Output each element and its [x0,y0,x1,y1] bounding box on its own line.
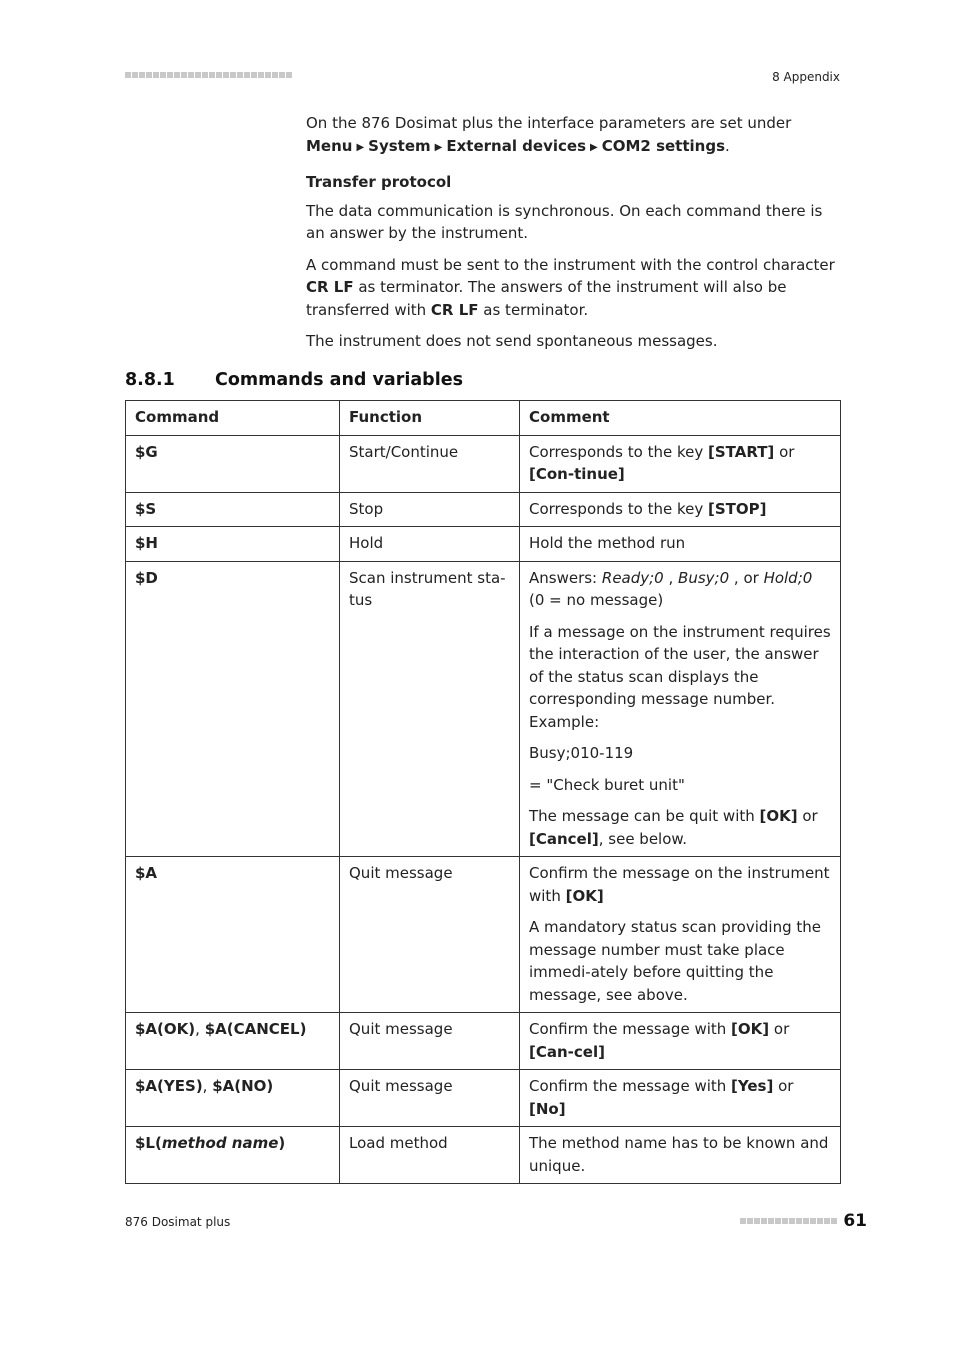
text: or [797,807,818,825]
footer-product-name: 876 Dosimat plus [125,1215,231,1229]
text: or [774,442,795,461]
key-label: [Cancel] [529,829,599,848]
intro-text: On the 876 Dosimat plus the interface parameters are set under [306,114,792,132]
answer-value: Hold;0 [763,568,813,587]
text: Confirm the message on the instrument with [529,864,830,905]
comment-cell [520,1070,841,1127]
text: , or [729,568,764,587]
menu-path-end: . [725,136,730,155]
footer-decoration-dots [740,1218,837,1224]
comment-paragraph: A mandatory status scan providing the message number must take place immedi-ately before quitting the message, see above. [529,918,821,1004]
commands-table [125,400,841,1184]
function-cell: Hold [340,527,520,562]
text: , [195,1020,205,1038]
text: , [202,1077,213,1095]
function-cell: Stop [340,492,520,527]
transfer-paragraph-3: The instrument does not send spontaneous messages. [306,332,718,350]
command-cell [126,1013,340,1070]
key-label: [Yes] [731,1077,774,1095]
key-label: [Can-cel] [529,1042,605,1061]
table-row [126,1070,841,1127]
triangle-right-icon: ▶ [356,141,365,153]
key-label: [OK] [759,807,798,825]
key-label: [OK] [731,1020,770,1038]
keyword: CR LF [306,278,354,296]
command-cell: $D [126,561,340,857]
key-label: [OK] [565,886,604,905]
comment-paragraph: Busy;010-119 [529,744,634,762]
comment-cell [520,492,841,527]
section-title-text: Commands and variables [215,370,463,390]
table-row [126,435,841,492]
text: Corresponds to the key [529,442,708,461]
menu-path-item: System [368,136,431,155]
transfer-protocol-heading: Transfer protocol [306,173,452,191]
text: or [773,1077,794,1095]
key-label: [START] [707,442,775,461]
intro-paragraph [306,112,841,160]
text: as terminator. [478,300,589,319]
answer-value: Busy;0 [678,568,730,587]
keyword: CR LF [430,300,479,319]
comment-cell [520,857,841,1013]
menu-path-item: COM2 settings [601,136,725,155]
function-cell: Scan instrument sta-tus [340,561,520,857]
text: Answers: [529,568,602,587]
command-text: $A(NO) [212,1077,274,1095]
command-cell: $A [126,857,340,1013]
command-text: $A(YES) [135,1077,203,1095]
triangle-right-icon: ▶ [590,141,598,153]
text: (0 = no message) [529,591,664,609]
comment-cell: Hold the method run [520,527,841,562]
command-text: $L( [135,1134,162,1152]
key-label: [No] [529,1099,566,1118]
triangle-right-icon: ▶ [434,141,443,153]
header-decoration-dots [125,72,292,78]
function-cell: Quit message [340,857,520,1013]
text: , see below. [598,829,688,848]
command-cell [126,1127,340,1184]
table-row [126,1127,841,1184]
column-header-command: Command [126,401,340,436]
comment-cell [520,1013,841,1070]
answer-value: Ready;0 [601,568,664,587]
intro-block [306,112,841,169]
menu-path-item: External devices [446,136,587,155]
table-row [126,492,841,527]
comment-paragraph: If a message on the instrument requires the interaction of the user, the answer of the status scan displays the corresponding message number. Example: [529,622,831,731]
function-cell: Quit message [340,1013,520,1070]
comment-paragraph [529,805,832,850]
command-parameter: method name [161,1134,279,1152]
header-section-label: 8 Appendix [772,70,840,84]
page-number: 61 [843,1211,867,1231]
text: Corresponds to the key [529,499,708,518]
text: A command must be sent to the instrument with the control character [306,255,835,274]
command-text: $A(CANCEL) [204,1020,307,1038]
key-label: [STOP] [707,499,767,518]
table-row [126,527,841,562]
function-cell: Quit message [340,1070,520,1127]
table-row [126,1013,841,1070]
text: Confirm the message with [529,1077,732,1095]
footer-page-indicator [740,1211,867,1231]
table-row [126,561,841,857]
command-text: $A(OK) [135,1020,196,1038]
function-cell: Start/Continue [340,435,520,492]
table-header-row [126,401,841,436]
menu-path-item: Menu [306,136,353,155]
text: Confirm the message with [529,1020,732,1038]
comment-paragraph [529,567,832,612]
transfer-paragraph-1: The data communication is synchronous. On each command there is an answer by the instrument. [306,201,823,242]
comment-paragraph: = "Check buret unit" [529,775,685,794]
text: The message can be quit with [529,807,760,825]
command-text: ) [278,1134,286,1152]
comment-cell: The method name has to be known and unique. [520,1127,841,1184]
comment-cell [520,561,841,857]
text: or [769,1020,790,1038]
comment-paragraph [529,862,832,907]
command-cell: $S [126,492,340,527]
transfer-protocol-block [306,171,841,362]
function-cell: Load method [340,1127,520,1184]
command-cell: $G [126,435,340,492]
command-cell [126,1070,340,1127]
section-number: 8.8.1 [125,370,175,390]
table-row [126,857,841,1013]
comment-cell [520,435,841,492]
key-label: [Con-tinue] [529,465,625,483]
command-cell: $H [126,527,340,562]
text: , [663,568,679,587]
column-header-function: Function [340,401,520,436]
text: as terminator. The answers of the instrument will also be transferred with [306,278,787,319]
section-title [125,370,463,390]
transfer-paragraph-2 [306,254,841,322]
column-header-comment: Comment [520,401,841,436]
